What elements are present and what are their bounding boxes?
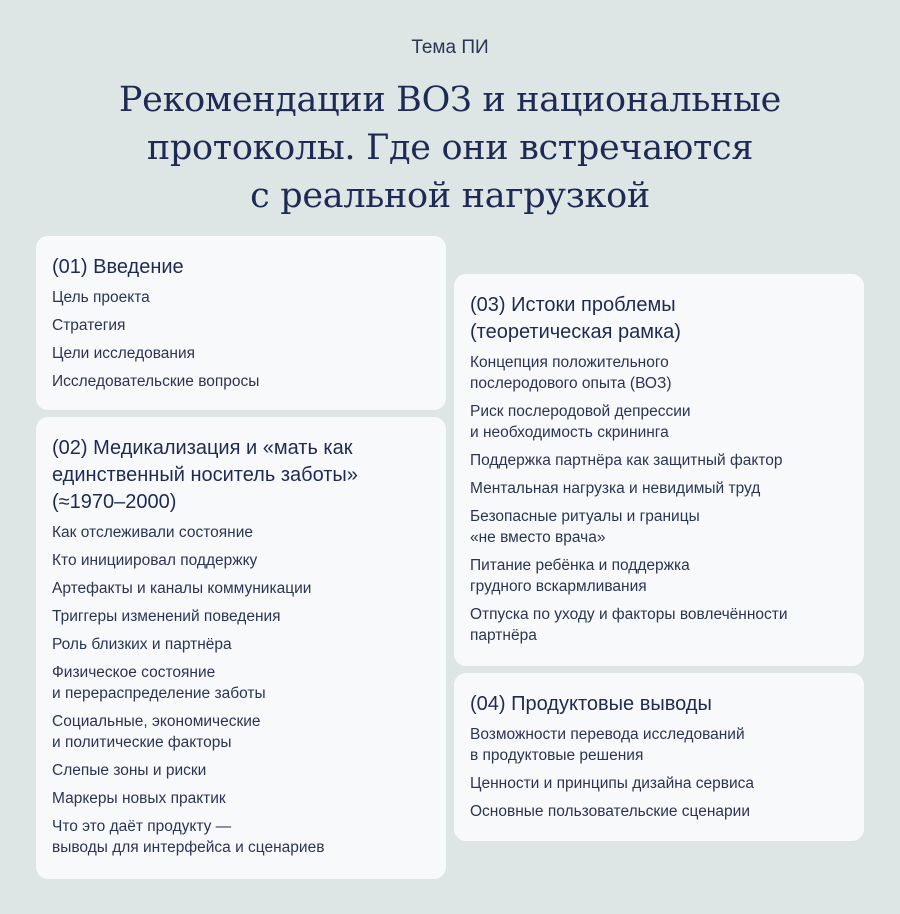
list-item-line: Физическое состояние bbox=[52, 664, 216, 681]
list-item bbox=[52, 578, 430, 599]
section-title bbox=[470, 292, 848, 346]
list-item-line: Возможности перевода исследований bbox=[470, 726, 745, 743]
list-item bbox=[52, 711, 430, 753]
list-item bbox=[52, 634, 430, 655]
section-item-list bbox=[470, 352, 848, 646]
section-title bbox=[52, 435, 430, 516]
section-title-line: (теоретическая рамка) bbox=[470, 321, 681, 343]
list-item bbox=[52, 788, 430, 809]
list-item bbox=[52, 371, 430, 392]
list-item-line: Ментальная нагрузка и невидимый труд bbox=[470, 480, 761, 497]
list-item-line: и необходимость скрининга bbox=[470, 424, 669, 441]
section-item-list bbox=[470, 724, 848, 822]
list-item-line: Поддержка партнёра как защитный фактор bbox=[470, 452, 783, 469]
section-card-medicalization bbox=[36, 417, 446, 879]
list-item bbox=[52, 343, 430, 364]
list-item-line: Слепые зоны и риски bbox=[52, 762, 207, 779]
list-item-line: Отпуска по уходу и факторы вовлечённости bbox=[470, 606, 788, 623]
section-title-line: (≈1970–2000) bbox=[52, 491, 177, 513]
list-item bbox=[470, 801, 848, 822]
list-item-line: Питание ребёнка и поддержка bbox=[470, 557, 690, 574]
list-item bbox=[52, 287, 430, 308]
list-item-line: и политические факторы bbox=[52, 734, 232, 751]
section-card-problem-origins bbox=[454, 274, 864, 666]
list-item bbox=[470, 352, 848, 394]
list-item-line: выводы для интерфейса и сценариев bbox=[52, 839, 325, 856]
list-item bbox=[470, 604, 848, 646]
section-title bbox=[52, 254, 430, 281]
list-item-line: партнёра bbox=[470, 627, 537, 644]
list-item-line: Социальные, экономические bbox=[52, 713, 261, 730]
list-item-line: Маркеры новых практик bbox=[52, 790, 226, 807]
section-title-line: (03) Истоки проблемы bbox=[470, 294, 676, 316]
list-item-line: Концепция положительного bbox=[470, 354, 669, 371]
list-item-line: Цели исследования bbox=[52, 345, 196, 362]
section-title-line: (02) Медикализация и «мать как bbox=[52, 437, 353, 459]
list-item bbox=[52, 522, 430, 543]
list-item-line: Что это даёт продукту — bbox=[52, 818, 232, 835]
list-item bbox=[470, 724, 848, 766]
title-line: протоколы. Где они встречаются bbox=[146, 128, 754, 168]
title-line: Рекомендации ВОЗ и национальные bbox=[118, 80, 782, 120]
page-title bbox=[0, 76, 900, 220]
list-item bbox=[52, 760, 430, 781]
list-item bbox=[52, 315, 430, 336]
list-item bbox=[470, 478, 848, 499]
list-item bbox=[470, 555, 848, 597]
list-item-line: Ценности и принципы дизайна сервиса bbox=[470, 775, 755, 792]
list-item-line: Цель проекта bbox=[52, 289, 150, 306]
list-item-line: Исследовательские вопросы bbox=[52, 373, 260, 390]
section-title bbox=[470, 691, 848, 718]
list-item-line: Роль близких и партнёра bbox=[52, 636, 232, 653]
list-item-line: грудного вскармливания bbox=[470, 578, 647, 595]
header bbox=[0, 36, 900, 220]
list-item-line: Стратегия bbox=[52, 317, 126, 334]
list-item-line: Как отслеживали состояние bbox=[52, 524, 253, 541]
list-item bbox=[470, 506, 848, 548]
list-item-line: Основные пользовательские сценарии bbox=[470, 803, 750, 820]
list-item-line: Кто инициировал поддержку bbox=[52, 552, 258, 569]
section-title-line: единственный носитель заботы» bbox=[52, 464, 358, 486]
section-card-product-conclusions bbox=[454, 673, 864, 841]
list-item-line: Риск послеродовой депрессии bbox=[470, 403, 691, 420]
section-item-list bbox=[52, 287, 430, 392]
list-item-line: «не вместо врача» bbox=[470, 529, 606, 546]
list-item-line: Артефакты и каналы коммуникации bbox=[52, 580, 312, 597]
list-item bbox=[52, 550, 430, 571]
section-title-line: (01) Введение bbox=[52, 256, 184, 278]
list-item-line: Триггеры изменений поведения bbox=[52, 608, 281, 625]
title-line: с реальной нагрузкой bbox=[250, 176, 650, 216]
topic-label: Тема ПИ bbox=[411, 37, 489, 58]
list-item-line: в продуктовые решения bbox=[470, 747, 644, 764]
section-card-introduction bbox=[36, 236, 446, 410]
list-item-line: и перераспределение заботы bbox=[52, 685, 266, 702]
list-item bbox=[52, 662, 430, 704]
section-title-line: (04) Продуктовые выводы bbox=[470, 693, 712, 715]
list-item bbox=[470, 773, 848, 794]
list-item bbox=[52, 606, 430, 627]
list-item-line: Безопасные ритуалы и границы bbox=[470, 508, 700, 525]
list-item bbox=[470, 401, 848, 443]
list-item bbox=[470, 450, 848, 471]
section-item-list bbox=[52, 522, 430, 858]
list-item bbox=[52, 816, 430, 858]
list-item-line: послеродового опыта (ВОЗ) bbox=[470, 375, 672, 392]
